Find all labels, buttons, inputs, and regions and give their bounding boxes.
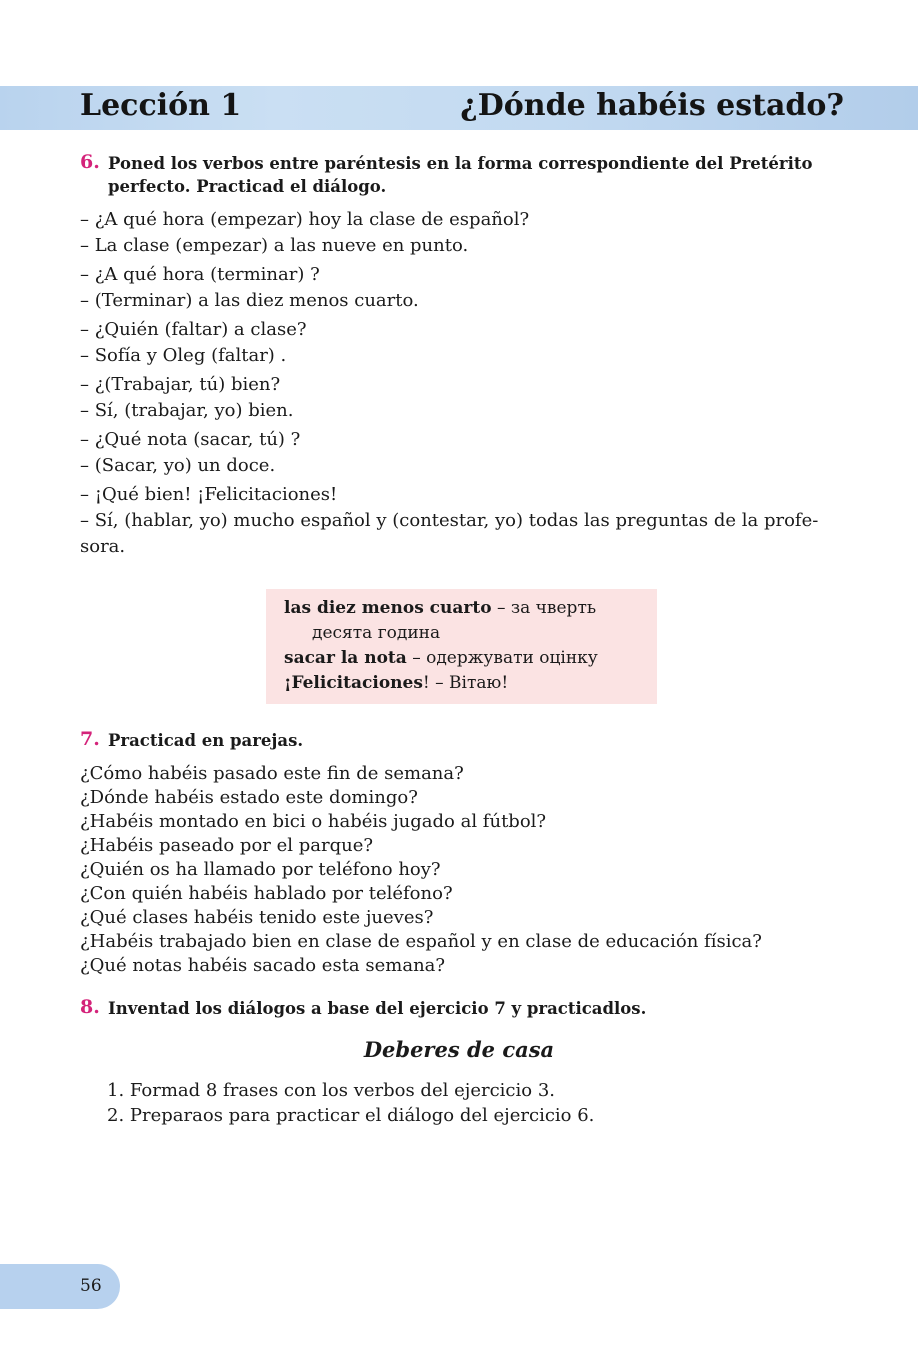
- dialogue-line: – ¿A qué hora (terminar) ?: [80, 264, 320, 285]
- dialogue-line: – ¡Qué bien! ¡Felicitaciones!: [80, 484, 338, 505]
- exercise-number: 6.: [80, 151, 100, 173]
- vocab-continuation: десята година: [312, 623, 441, 643]
- dialogue-line: sora.: [80, 536, 126, 557]
- dialogue-line: – Sí, (hablar, yo) mucho español y (contestar, yo) todas las preguntas de la profe-: [80, 510, 819, 531]
- question-line: ¿Qué clases habéis tenido este jueves?: [80, 907, 434, 928]
- question-line: ¿Habéis paseado por el parque?: [80, 835, 374, 856]
- dialogue-line: – (Sacar, yo) un doce.: [80, 455, 276, 476]
- homework-item: 1. Formad 8 frases con los verbos del ejercicio 3.: [107, 1080, 555, 1101]
- vocab-entry: [284, 646, 645, 671]
- question-line: ¿Dónde habéis estado este domingo?: [80, 787, 418, 808]
- vocab-separator: –: [491, 598, 511, 618]
- exercise-instruction-text: Inventad los diálogos a base del ejercicio 7 y practicadlos.: [108, 999, 647, 1018]
- exercise-number: 7.: [80, 728, 100, 750]
- question-line: ¿Habéis montado en bici o habéis jugado al fútbol?: [80, 811, 547, 832]
- exercise-7-questions: [80, 762, 860, 978]
- question-line: ¿Habéis trabajado bien en clase de español y en clase de educación física?: [80, 931, 762, 952]
- vocab-translation: Вітаю!: [449, 673, 509, 693]
- question-line: ¿Con quién habéis hablado por teléfono?: [80, 883, 453, 904]
- question-line: ¿Qué notas habéis sacado esta semana?: [80, 955, 446, 976]
- page-number-tab: [0, 1264, 120, 1309]
- dialogue-line: – ¿Quién (faltar) a clase?: [80, 319, 307, 340]
- vocabulary-box: [266, 589, 657, 704]
- lesson-label: Lección 1: [80, 88, 242, 123]
- exercise-number: 8.: [80, 996, 100, 1018]
- vocab-separator: ! –: [422, 673, 450, 693]
- page-number: 56: [80, 1276, 102, 1296]
- lesson-title: ¿Dónde habéis estado?: [460, 88, 844, 123]
- vocab-entry: [284, 671, 645, 696]
- homework-item: 2. Preparaos para practicar el diálogo del ejercicio 6.: [107, 1105, 595, 1126]
- dialogue-line: – ¿A qué hora (empezar) hoy la clase de español?: [80, 209, 530, 230]
- exercise-6-instruction: [80, 152, 850, 198]
- vocab-translation: за чверть: [510, 598, 597, 618]
- dialogue-line: – (Terminar) a las diez menos cuarto.: [80, 290, 419, 311]
- dialogue-line: – Sofía y Oleg (faltar) .: [80, 345, 287, 366]
- dialogue-line: – ¿(Trabajar, tú) bien?: [80, 374, 281, 395]
- vocab-entry: [284, 596, 645, 621]
- homework-title: Deberes de casa: [363, 1037, 555, 1062]
- question-line: ¿Cómo habéis pasado este fin de semana?: [80, 763, 464, 784]
- dialogue-line: – La clase (empezar) a las nueve en punto.: [80, 235, 469, 256]
- exercise-instruction-text: Poned los verbos entre paréntesis en la forma correspondiente del Pretérito perfecto. Practicad el diálogo.: [108, 154, 813, 196]
- dialogue-line: – Sí, (trabajar, yo) bien.: [80, 400, 294, 421]
- question-line: ¿Quién os ha llamado por teléfono hoy?: [80, 859, 441, 880]
- dialogue-line: – ¿Qué nota (sacar, tú) ?: [80, 429, 301, 450]
- vocab-term: sacar la nota: [284, 648, 407, 668]
- exercise-8-instruction: [80, 997, 850, 1020]
- exercise-instruction-text: Practicad en parejas.: [108, 731, 304, 750]
- homework-list: [107, 1078, 807, 1128]
- vocab-translation: одержувати оцінку: [426, 648, 598, 668]
- exercise-6-dialogue: [80, 207, 860, 560]
- exercise-7-instruction: [80, 729, 850, 752]
- vocab-separator: –: [406, 648, 427, 668]
- vocab-term: ¡Felicitaciones: [284, 673, 423, 693]
- vocab-term: las diez menos cuarto: [284, 598, 492, 618]
